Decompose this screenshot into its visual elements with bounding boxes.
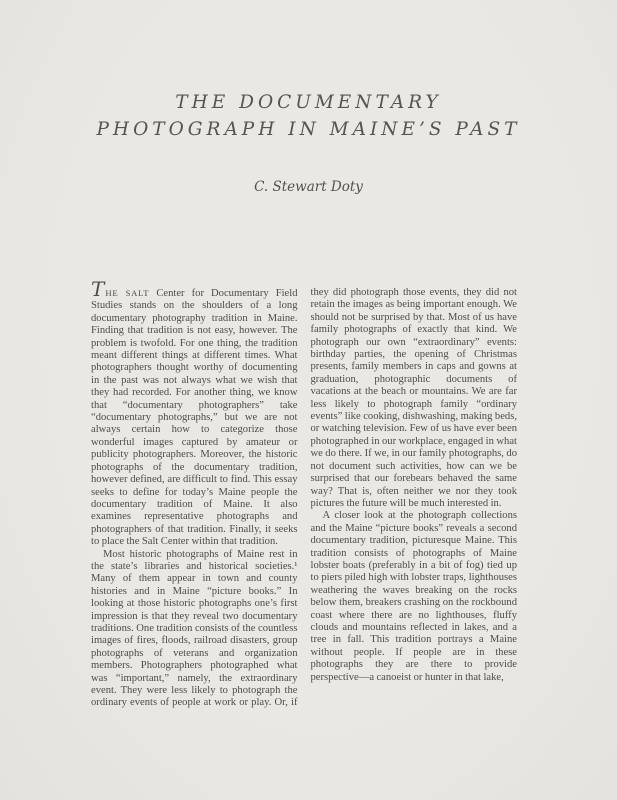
article-body xyxy=(91,277,517,721)
article-title-line-2: PHOTOGRAPH IN MAINE’S PAST xyxy=(96,119,521,140)
paragraph-3: A closer look at the photograph collections and the Maine “picture books” reveals a second documentary tradition, picturesque Maine. This tradition consists of photographs of Maine lobster boats (preferably in a bit of fog) tied up to piers piled high with lobster traps, lighthouses weathering the waves breaking on the rocks below them, breakers crashing on the rockbound coast where there are no lighthouses, fluffy clouds and mountains reflected in lakes, and a tree in fall. This tradition portrays a Maine without people. If people are in these photographs they are there to provide perspective—a canoeist or hunter in that lake, xyxy=(310,510,517,683)
author-byline: C. Stewart Doty xyxy=(254,179,363,195)
paragraph-2: Most historic photographs of Maine rest in the state’s libraries and historical societies.¹ Many of them appear in town and county histories and in Maine “picture books.” In looking at those historic photographs one’s first impression is that they reveal two documentary traditions. One tradition consists of the countless images of fires, floods, railroad disasters, group photographs of veterans and organization members. Photographers photographed what was “important,” namely, the extraordinary event. They were less likely to photograph the ordinary events of people at work or play. Or, if they did photograph those events, they did not retain the images as being important enough. We should not be surprised by that. Most of us have family photographs of exactly that kind. We photograph our own “extraordinary” events: birthday parties, the opening of Christmas presents, family members in caps and gowns at graduation, photographic documents of vacations at the beach or mountains. We are far less likely to photograph family “ordinary events” like cooking, dishwashing, making beds, or watching television. Few of us have ever been photographed in our workplace, engaged in what we do there. If we, in our family photographs, do not document such activities, how can we be surprised that our forebears behaved the same way? That is, often neither we nor they took pictures the future will be much interested in. xyxy=(91,287,517,709)
raised-initial-letter: T xyxy=(91,277,106,301)
article-title xyxy=(0,0,617,143)
article-title-line-1: THE DOCUMENTARY xyxy=(175,92,442,113)
lead-smallcaps-text: HE SALT xyxy=(105,288,150,298)
lead-paragraph xyxy=(91,277,298,549)
lead-paragraph-text: Center for Documentary Field Studies stands on the shoulders of a long documentary photography tradition in Maine. Finding that tradition is not easy, however. The problem is twofold. For one thing, the tradition meant different things at different times. What photographers thought worthy of documenting in the past was not always what we wish that they had recorded. For another thing, we know that “documentary photographers” take “documentary photographs,” but we are not always certain how to categorize those wonderful images captured by amateur or publicity photographers. Moreover, the historic photographs of the documentary tradition, however defined, are difficult to find. This essay seeks to define for today’s Maine people the documentary tradition of Maine. It also examines representative photographs and photographers of that tradition. Finally, it seeks to place the Salt Center within that tradition. xyxy=(91,288,298,548)
